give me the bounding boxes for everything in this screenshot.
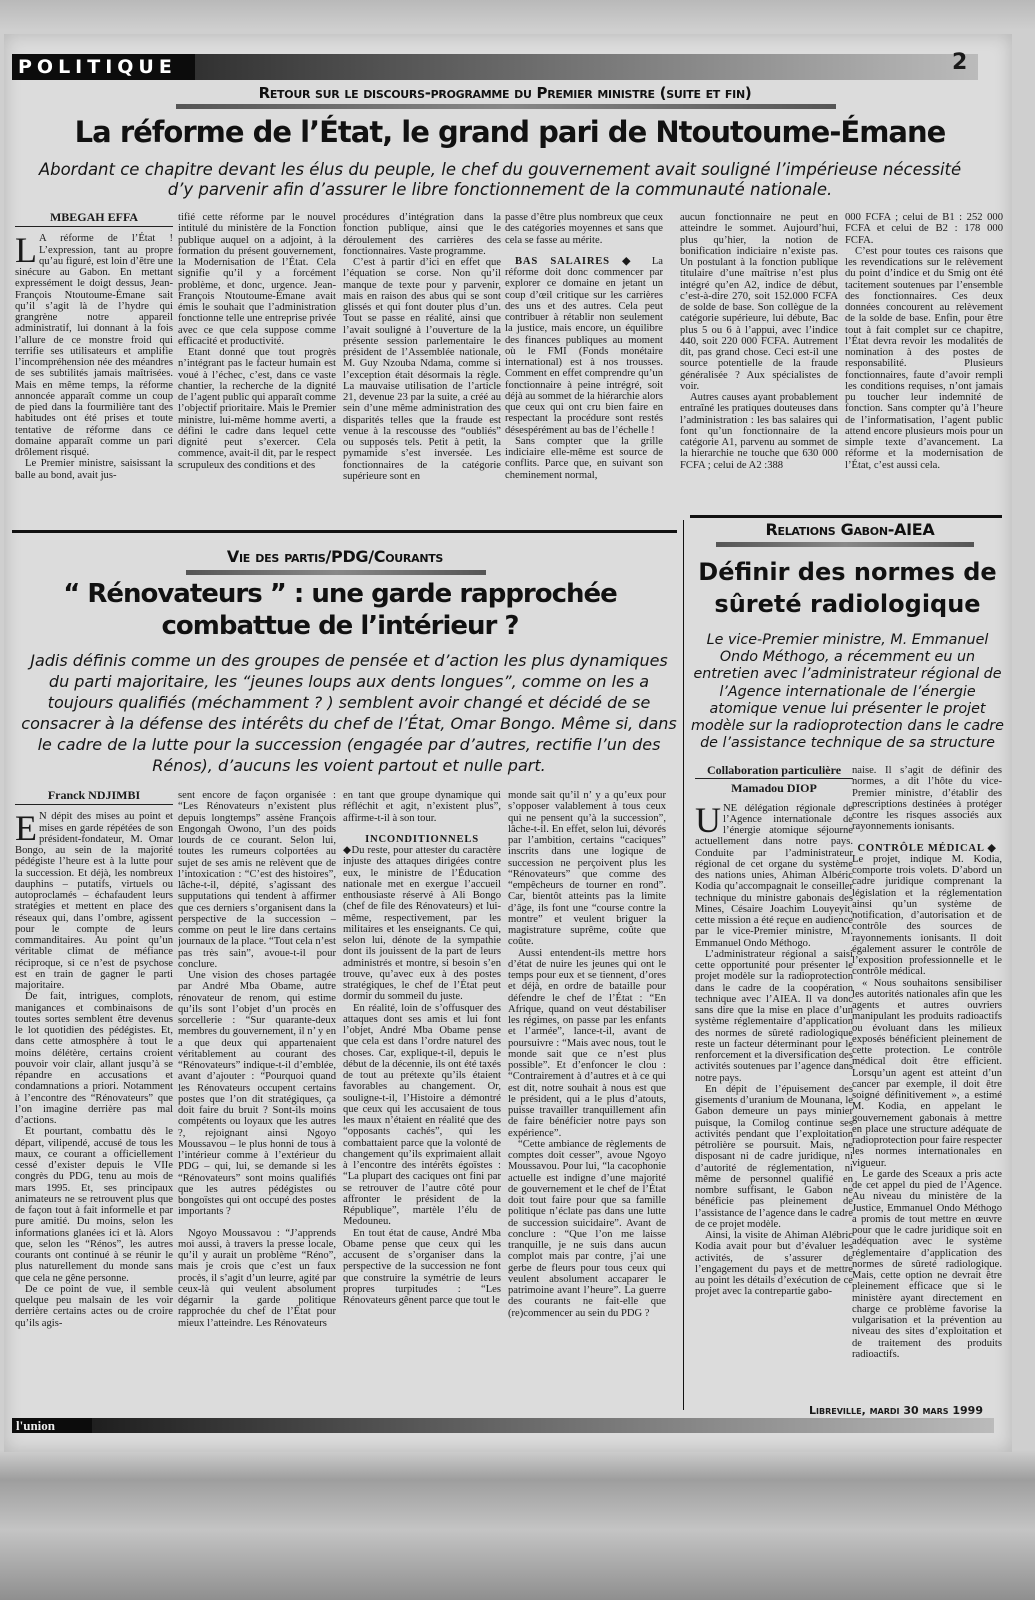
dateline: Libreville, mardi 30 mars 1999 bbox=[809, 1404, 983, 1417]
article3-title: Définir des normes de sûreté radiologique bbox=[698, 558, 997, 618]
article3-deck: Le vice-Premier ministre, M. Emmanuel Ondo Méthogo, a récemment eu un entretien avec l’administrateur régional de l’Agence internationale de l’énergie atomique venue lui présenter le projet modèle sur la radioprotection dans le cadre de l’assistance technique de sa structure bbox=[691, 632, 1004, 752]
paragraph bbox=[178, 790, 336, 970]
article1-kicker: Retour sur le discours-programme du Premier ministre (suite et fin) bbox=[258, 84, 752, 102]
paragraph bbox=[508, 1139, 666, 1319]
paragraph-text: A réforme de l’État ! L’expression, tant au propre qu’au figuré, est loin d’être une sinécure au Gabon. En mettant expressément le doigt dessus, Jean-François Ntoutoume-Émane sait qu’il s’agit là de l’hydre qui grangrène notre appareil administratif, lui donnant à la fois l’allure de ce monstre froid qui terrifie ses utilisateurs et amplifie l’incompréhension née des méandres de ses subtilités jamais maîtrisées. Mais en même temps, la réforme annoncée apparaît comme un coup de pied dans la fourmilière tant des habitudes ont été prises et toute tentative de réforme dans ce domaine apparaît comme un pari drôlement risqué. bbox=[15, 233, 173, 458]
paragraph-text: Ngoyo Moussavou : “J’apprends moi aussi, à travers la presse locale, qu’il y aurait un problème “Réno”, mais je crois que c’est un faux procès, il s’agit d’un leurre, agité par ceux-là qui veulent absolument dégarnir la garde politique rapprochée du chef de l’État pour mieux l’atteindre. Les Rénovateurs bbox=[178, 1227, 336, 1329]
paragraph bbox=[845, 212, 1003, 246]
paragraph bbox=[852, 1169, 1002, 1360]
text-column bbox=[343, 790, 501, 1410]
text-column bbox=[15, 790, 173, 1410]
divider bbox=[690, 515, 1002, 518]
paragraph bbox=[680, 212, 838, 392]
article2-kicker: Vie des partis/PDG/Courants bbox=[226, 547, 444, 566]
paragraph-text: “Cette ambiance de règlements de comptes doit cesser”, avoue Ngoyo Moussavou. Pour lui, “la cacophonie actuelle est indigne d’une majorité de gouvernement et le chef de l’État doit tout faire pour que sa famille politique n’éclate pas dans une lutte de succession suicidaire”. Avant de conclure : “Que l’on me laisse tranquille, je ne suis dans aucun complot mais par contre, j’ai une gerbe de fleurs pour tous ceux qui veulent absolument accaparer le patrimoine avant l’heure”. La guerre des courants ne fait-elle que (re)commencer au sein du PDG ? bbox=[508, 1138, 666, 1319]
paragraph-text: C’est pour toutes ces raisons que les revendications sur le relèvement du point d’indice et du Smig ont été tacitement soutenues par l’ensemble des fonctionnaires. Ces deux données concourent au relèvement de la solde de base. Enfin, pour être tout à fait complet sur ce chapitre, l’État devra revoir les modalités de nomination à des postes de responsabilité. Plusieurs fonctionnaires, faute d’avoir rempli les conditions requises, n’ont jamais pu toucher leur indemnité de fonction. Sans compter qu’à l’heure de l’informatisation, l’agent public attend encore plusieurs mois pour un simple texte d’avancement. La réforme et la modernisation de l’État, c’est aussi cela. bbox=[845, 245, 1003, 471]
subheading: BAS SALAIRES ◆ bbox=[515, 255, 641, 267]
text-column bbox=[178, 212, 336, 523]
text-column bbox=[852, 765, 1002, 1410]
page-number: 2 bbox=[952, 50, 968, 75]
article3-kicker-bar bbox=[716, 542, 974, 547]
paragraph bbox=[680, 392, 838, 471]
paragraph bbox=[343, 257, 501, 482]
footer-band bbox=[12, 1418, 994, 1433]
paragraph bbox=[15, 458, 173, 481]
text-column bbox=[508, 790, 666, 1410]
paragraph bbox=[845, 246, 1003, 471]
paragraph-text: Le projet, indique M. Kodia, comporte trois volets. D’abord un cadre juridique comprenant la législation et la réglementation ainsi qu’un système de notification, d’autorisation et de contrôle des sources de rayonnements ionisants. Il doit également assurer le contrôle de l’exposition professionnelle et le contrôle médical. bbox=[852, 853, 1002, 978]
paragraph-text: En dépit de l’épuisement des gisements d’uranium de Mounana, le Gabon demeure un pays minier puisque, la Comilog continue ses activités pendant que l’exploitation pétrolière se poursuit. Mais, ne disposant ni de cadre juridique, ni d’autorité de réglementation, ni même de personnel qualifié en nombre suffisant, le Gabon ne bénéficie pas pleinement de l’assistance de l’agence dans le cadre de ce projet modèle. bbox=[695, 1083, 853, 1230]
paragraph bbox=[343, 790, 501, 824]
paragraph-text: sent encore de façon organisée : “Les Rénovateurs n’existent plus depuis longtemps” assène François Engongah Owono, l’un des poids lourds de ce courant. Selon lui, toutes les rumeurs colportées au sujet de ses amis ne relèvent que de l’intoxication : “C’est des histoires”, lâche-t-il, dépité, s’agissant des supputations qui tendent à affirmer que ces derniers s’organisent dans la perspective de la succession – comme on peut le lire dans certains journaux de la place. “Tout cela n’est pas très sain”, avoue-t-il pour conclure. bbox=[178, 790, 336, 970]
paragraph-text: en tant que groupe dynamique qui réfléchit et agit, n’existent plus”, affirme-t-il à son tour. bbox=[343, 790, 501, 824]
divider bbox=[12, 530, 677, 533]
paragraph bbox=[505, 212, 663, 246]
article2-kicker-bar bbox=[186, 570, 486, 575]
newspaper-logo: l'union bbox=[12, 1418, 92, 1433]
subheading: INCONDITIONNELS bbox=[365, 833, 479, 845]
paragraph-text: La réforme doit donc commencer par explorer ce domaine en jetant un coup d’œil critique sur les carrières des uns et des autres. Cela peut contribuer à rétablir non seulement la justice, mais encore, un équilibre des finances publiques au moment où le FMI (Fonds monétaire international) est à nos trousses. Comment en effet comprendre qu’un fonctionnaire à peine intrégré, soit déjà au sommet de la hiérarchie alors que ceux qui ont cru bien faire en respectant la procédure sont restés désespérément au bas de l’échelle ! bbox=[505, 255, 663, 436]
text-column bbox=[505, 212, 663, 523]
paragraph bbox=[695, 949, 853, 1084]
paragraph bbox=[178, 970, 336, 1218]
article2-title: “ Rénovateurs ” : une garde rapprochée combattue de l’intérieur ? bbox=[63, 579, 617, 641]
text-column bbox=[15, 212, 173, 523]
paragraph-text: L’administrateur régional a saisi cette opportunité pour présenter le projet modèle sur la radioprotection dans le cadre de la coopération technique avec l’AIEA. Il va donc sans dire que la mise en place d’un système réglementaire d’application des normes de sûreté radiologique reste un facteur déterminant pour le renforcement et la diversification des activités soutenues par l’agence dans notre pays. bbox=[695, 948, 853, 1084]
paragraph-text: ◆Du reste, pour attester du caractère injuste des attaques dirigées contre eux, le ministre de l’Éducation nationale met en exergue l’accueil enthousiaste réservé à Ali Bongo (chef de file des Rénovateurs) et lui-même, respectivement, par les militaires et les enseignants. Ce qui, selon lui, dénote de la sympathie dont ils jouissent de la part de leurs administrés et montre, si besoin s’en trouve, qu’avec eux à des postes stratégiques, le chef de l’État peut dormir du sommeil du juste. bbox=[343, 845, 501, 1003]
paragraph bbox=[695, 1230, 853, 1298]
paragraph-text: NE délégation régionale de l’Agence internationale de l’énergie atomique séjourne actuellement dans notre pays. Conduite par l’administrateur régional de cet organe du système des nations unies, Ahiman Albéric Kodia qu’accompagnait le conseiller technique du ministre gabonais des Mines, Césaire Joachim Louyeyit, cette mission a été reçue en audience par le vice-Premier ministre, M. Emmanuel Ondo Méthogo. bbox=[695, 802, 853, 949]
drop-cap: E bbox=[15, 808, 37, 849]
paragraph bbox=[505, 256, 663, 436]
paragraph-text: C’est à partir d’ici en effet que l’équation se corse. Non qu’il manque de texte pour y parvenir, mais en raison des abus qui se sont glissés et qui font douter plus d’un. Tout se passe en réalité, ainsi que l’avait souligné à l’ouverture de la présente session parlementaire le président de l’Assemblée nationale, M. Guy Nzouba Ndama, comme si l’exception était désormais la règle. La mauvaise utilisation de l’article 21, devenue 23 par la suite, a créé au sein d’une même administration des disparités telles que la fraude est venue à la rescousse des “oubliés” ou supposés tels. Petit à petit, la pymamide s’est inversée. Les fonctionnaires de la catégorie supérieure sont en bbox=[343, 257, 501, 482]
paragraph-text: N dépit des mises au point et mises en garde répétées de son président-fondateur, M. Omar Bongo, au sein de la majorité pédégiste l’heure est à la lutte pour la succession. Et déjà, les nombreux dauphins – putatifs, virtuels ou autoproclamés – échafaudent leurs stratégies et mettent en place des réseaux qui, dans l’ombre, agissent pour le compte de leurs commanditaires. Au point qu’un véritable climat de méfiance réciproque, si ce n’est de psychose est en train de gagner le parti majoritaire. bbox=[15, 811, 173, 991]
article1-kicker-bar bbox=[176, 104, 836, 109]
paragraph-text: naise. Il s’agit de définir des normes, a dit l’hôte du vice-Premier ministre, d’établir des prescriptions destinées à protéger contre les risques associés aux rayonnements ionisants. bbox=[852, 765, 1002, 833]
paragraph bbox=[695, 799, 853, 949]
paragraph-text: De fait, intrigues, complots, manigances et combinaisons de toutes sortes semblent être devenus le lot quotidien des pédégistes. Et, dans cette atmosphère à tout le moins délétère, certains croient pouvoir voir clair, allant jusqu’à se répandre en accusations et condamnations a priori. Notamment à l’encontre des “Rénovateurs” que l’on imagine derrière pas mal d’actions. bbox=[15, 991, 173, 1126]
paragraph bbox=[15, 991, 173, 1126]
paragraph-text: Ainsi, la visite de Ahiman Alébric Kodia avait pour but d’évaluer les activités, de s’assurer de l’engagement du pays et de mettre au point les détails d’exécution de ce projet avec la contrepartie gabo- bbox=[695, 1230, 853, 1298]
paragraph-text: Etant donné que tout progrès n’intégrant pas le facteur humain est voué à l’échec, c’est, dans ce vaste chantier, la recherche de la dignité de l’agent public qui apparaît comme l’objectif prioritaire. Mais le Premier ministre, lui-même homme averti, a défini le cadre dans lequel cette dignité peut s’exercer. Cela commence, avait-il dit, par le respect scrupuleux des conditions et des bbox=[178, 347, 336, 471]
paragraph bbox=[15, 230, 173, 458]
paragraph bbox=[505, 436, 663, 481]
text-column bbox=[845, 212, 1003, 523]
paragraph bbox=[343, 1003, 501, 1228]
text-column bbox=[680, 212, 838, 523]
paragraph-text: monde sait qu’il n’ y a qu’eux pour s’opposer valablement à tous ceux qui ne pensent qu’à la succession”, lâche-t-il. En effet, selon lui, dévorés par l’ambition, certains “caciques” inscrits dans une logique de succession ne perçoivent plus les “Rénovateurs” que comme des “empêcheurs de tourner en rond”. Car, bientôt atteints pas la limite d’âge, ils font une “course contre la montre” et veulent briguer la magistrature suprême, coûte que coûte. bbox=[508, 790, 666, 948]
paragraph bbox=[343, 845, 501, 1003]
paragraph-text: Une vision des choses partagée par André Mba Obame, autre rénovateur de renom, qui estime qu’ils sont l’objet d’un procès en sorcellerie : “Sur quarante-deux membres du gouvernement, il n’ y en a que deux qui appartenaient véritablement au courant des “Rénovateurs” indique-t-il d’emblée, avant d’ajouter : “Pourquoi quand les Rénovateurs occupent certains postes que l’on dit stratégiques, ça doit faire du bruit ? Sont-ils moins compétents ou loyaux que les autres ?, rejoignant ainsi Ngoyo Moussavou – le plus honni de tous à l’intérieur comme à l’extérieur du PDG – qui, lui, se demande si les “Rénovateurs” sont moins qualifiés que les autres pédégistes ou bongoïstes qui ont occupé des postes importants ? bbox=[178, 970, 336, 1218]
paragraph-text: Le garde des Sceaux a pris acte de cet appel du pied de l’Agence. Au niveau du ministère de la Justice, Emmanuel Ondo Méthogo a promis de tout mettre en œuvre pour que le cadre juridique soit en adéquation avec le système réglementaire d’application des normes de sûreté radiologique. Mais, cette option ne devrait être pleinement efficace que si le ministère ayant directement en charge ce problème favorise la vulgarisation et la prévention au niveau des sites d’exploitation et de traitement des produits radioactifs. bbox=[852, 1168, 1002, 1360]
article1-title: La réforme de l’État, le grand pari de Ntoutoume-Émane bbox=[74, 115, 946, 149]
paragraph-text: Le Premier ministre, saisissant la balle au bond, avait jus- bbox=[15, 458, 173, 481]
article3-kicker: Relations Gabon-AIEA bbox=[765, 520, 935, 539]
paragraph bbox=[15, 1284, 173, 1329]
paragraph-text: aucun fonctionnaire ne peut en atteindre le sommet. Aujourd’hui, plus qu’hier, la notion de bonification indiciaire n’existe pas. Un postulant à la fonction publique titulaire d’une maîtrise n’est plus intégré qu’en A2, indice de début, c’est-à-dire 270, soit 152.000 FCFA de solde de base. Son collègue de la catégorie supérieure, lui débute, Bac plus 5 ou 6 à l’appui, avec l’indice 440, soit 220 000 FCFA. Autrement dit, pas grand chose. Ceci est-il une source potentielle de la fraude généralisée ? Aux spécialistes de voir. bbox=[680, 212, 838, 392]
drop-cap: L bbox=[15, 230, 37, 271]
paragraph bbox=[852, 765, 1002, 833]
paragraph bbox=[852, 978, 1002, 1169]
text-column bbox=[343, 212, 501, 523]
paragraph bbox=[15, 808, 173, 991]
label: Collaboration particulière bbox=[695, 765, 853, 779]
paragraph bbox=[178, 1228, 336, 1329]
drop-cap: U bbox=[695, 799, 721, 840]
paragraph-text: 000 FCFA ; celui de B1 : 252 000 FCFA et celui de B2 : 178 000 FCFA. bbox=[845, 212, 1003, 246]
text-column bbox=[695, 765, 853, 1410]
subheading: CONTRÔLE MÉDICAL ◆ bbox=[857, 842, 997, 854]
paragraph-text: Autres causes ayant probablement entraîné les pratiques douteuses dans l’administration : les bas salaires qui font qu’un fonctionnaire de la catégorie A1, parvenu au sommet de la hierarchie ne touche que 630 000 FCFA ; celui de A2 :388 bbox=[680, 392, 838, 471]
paragraph bbox=[508, 790, 666, 948]
byline: Franck NDJIMBI bbox=[15, 790, 173, 805]
paragraph bbox=[343, 1228, 501, 1307]
paragraph-text: procédures d’intégration dans la fonction publique, ainsi que le déroulement des carrières des fonctionnaires. Vaste programme. bbox=[343, 212, 501, 257]
byline: MBEGAH EFFA bbox=[15, 212, 173, 227]
paragraph bbox=[343, 212, 501, 257]
paragraph-text: tifié cette réforme par le nouvel intitulé du ministère de la Fonction publique auquel on a adjoint, à la formation du présent gouvernement, la Modernisation de l’État. Cela signifie qu’il y a forcément problème, et donc, urgence. Jean-François Ntoutoume-Émane avait émis le souhait que l’administration fonctionne telle une entreprise privée avec ce que cela suppose comme efficacité et productivité. bbox=[178, 212, 336, 347]
paragraph bbox=[178, 347, 336, 471]
paragraph-text: En réalité, loin de s’offusquer des attaques dont ses amis et lui font l’objet, André Mba Obame pense que cela est dans l’ordre naturel des choses. Car, explique-t-il, depuis le début de la décennie, ils ont été taxés de tout au prétexte qu’ils étaient favorables au changement. Or, souligne-t-il, l’Histoire a démontré que ceux qui les accusaient de tous les maux n’étaient en réalité que des “opposants cachés”, qui les combattaient parce que la volonté de changement qu’ils exprimaient allait à l’encontre des intérêts égoïstes : “La plupart des caciques ont fini par se retrouver de l’autre côté pour affronter le président de la République”, martèle l’élu de Medouneu. bbox=[343, 1002, 501, 1228]
paragraph bbox=[695, 1084, 853, 1230]
paragraph bbox=[15, 1126, 173, 1284]
article2-deck: Jadis définis comme un des groupes de pensée et d’action les plus dynamiques du parti majoritaire, les “jeunes loups aux dents longues”, comme on les a toujours qualifiés (méchamment ? ) semblent avoir changé et décidé de se consacrer à la défense des intérêts du chef de l’État, Omar Bongo. Même si, dans le cadre de la lutte pour la succession (engagée par d’autres, rectifie l’un des Rénos), d’aucuns les voient partout et nulle part. bbox=[21, 651, 677, 775]
section-title: POLITIQUE bbox=[12, 54, 195, 80]
byline: Mamadou DIOP bbox=[731, 781, 817, 796]
text-column bbox=[178, 790, 336, 1410]
paragraph bbox=[852, 854, 1002, 978]
paragraph-text: Et pourtant, combattu dès le départ, vilipendé, accusé de tous les maux, ce courant a officiellement cessé d’exister depuis le VIIe congrès du PDG, tenu au mois de mars 1995. Et, ses principaux animateurs ne se retrouvent plus que de façon tout à fait informelle et par pure amitié. Du moins, selon les informations glanées ici et là. Alors que, selon les “Rénos”, les autres courants ont continué à se réunir le plus naturellement du monde sans que cela ne gêne personne. bbox=[15, 1126, 173, 1284]
article1-deck: Abordant ce chapitre devant les élus du peuple, le chef du gouvernement avait souligné l’impérieuse nécessité d’y parvenir afin d’assurer le libre fonctionnement de la communauté nationale. bbox=[38, 160, 962, 199]
paragraph-text: De ce point de vue, il semble quelque peu malsain de les voir derrière certains actes ou de croire qu’ils agis- bbox=[15, 1283, 173, 1329]
paragraph-text: passe d’être plus nombreux que ceux des catégories moyennes et sans que cela se fasse au mérite. bbox=[505, 212, 663, 246]
paragraph-text: Sans compter que la grille indiciaire elle-même est source de conflits. Parce que, en suivant son cheminement normal, bbox=[505, 435, 663, 481]
paragraph-text: « Nous souhaitons sensibiliser les autorités nationales afin que les agents et autres ouvriers manipulant les produits radioactifs ou évoluant dans les milieux exposés bénéficient pleinement de cette protection. Le contrôle médical doit être efficient. Lorsqu’un agent est atteint d’un cancer par exemple, il doit être soigné définitivement », a estimé M. Kodia, en appelant le gouvernement gabonais à mettre en place une structure adéquate de radioprotection pour faire respecter les normes internationales en vigueur. bbox=[852, 977, 1002, 1169]
column-divider bbox=[683, 520, 684, 1410]
paragraph-text: En tout état de cause, André Mba Obame pense que ceux qui les accusent de s’organiser dans la perspective de la succession ne font que construire la symétrie de leurs propres turpitudes : “Les Rénovateurs gênent parce que tout le bbox=[343, 1227, 501, 1306]
paragraph bbox=[508, 948, 666, 1139]
paragraph bbox=[178, 212, 336, 347]
paragraph-text: Aussi entendent-ils mettre hors d’état de nuire les jeunes qui ont le temps pour eux et se tiennent, d’ores et déjà, en ordre de bataille pour défendre le chef de l’État : “En Afrique, quand on veut déstabiliser les régimes, on passe par les enfants et l’armée”, lance-t-il, avant de poursuivre : “Mais avec nous, tout le monde sait que ce n’est plus possible”. Et d’enfoncer le clou : “Contrairement à d’autres et à ce qui est dit, notre souhait à nous est que le président, qui a le plus d’atouts, puisse travailler tranquillement afin de faire bénéficier notre pays son expérience”. bbox=[508, 947, 666, 1139]
